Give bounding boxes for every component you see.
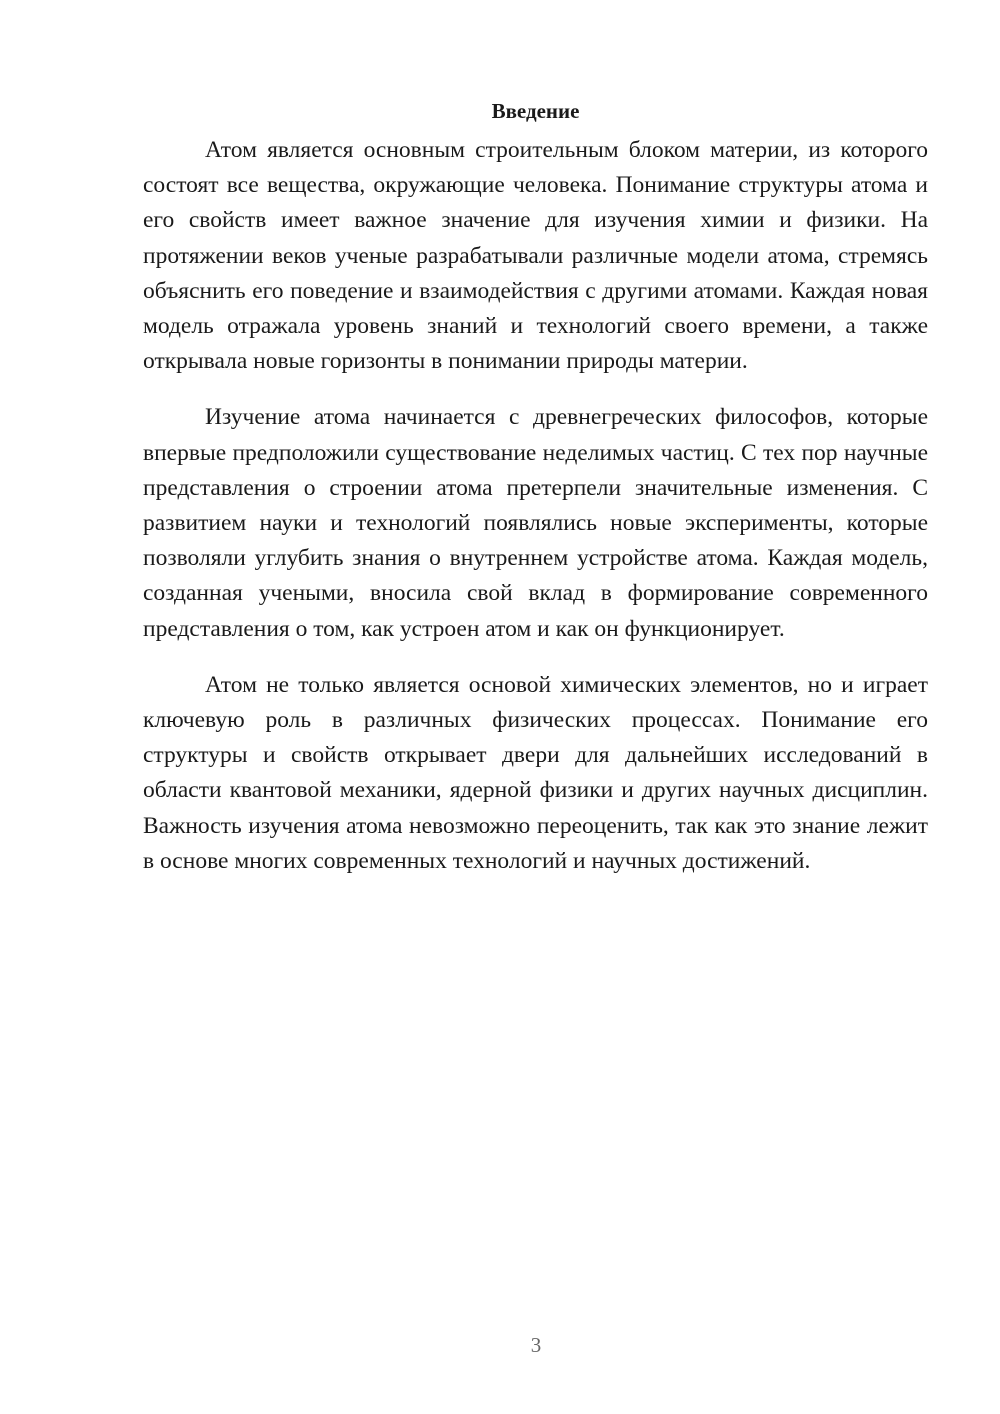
section-heading: Введение [491, 99, 580, 123]
page-number: 3 [530, 1333, 542, 1357]
paragraph-2: Изучение атома начинается с древнегреческих философов, которые впервые предположили существование неделимых частиц. С тех пор научные представления о строении атома претерпели значительные изменения. С развитием науки и технологий появлялись новые эксперименты, которые позволяли углубить знания о внутреннем устройстве атома. Каждая модель, созданная учеными, вносила свой вклад в формирование современного представления о том, как устроен атом и как он функционирует. [143, 404, 928, 642]
page-content [143, 94, 928, 900]
paragraph-1: Атом является основным строительным блоком материи, из которого состоят все вещества, окружающие человека. Понимание структуры атома и его свойств имеет важное значение для изучения химии и физики. На протяжении веков ученые разрабатывали различные модели атома, стремясь объяснить его поведение и взаимодействия с другими атомами. Каждая новая модель отражала уровень знаний и технологий своего времени, а также открывала новые горизонты в понимании природы материи. [143, 137, 928, 375]
paragraph-3: Атом не только является основой химических элементов, но и играет ключевую роль в различных физических процессах. Понимание его структуры и свойств открывает двери для дальнейших исследований в области квантовой механики, ядерной физики и других научных дисциплин. Важность изучения атома невозможно переоценить, так как это знание лежит в основе многих современных технологий и научных достижений. [143, 671, 928, 874]
